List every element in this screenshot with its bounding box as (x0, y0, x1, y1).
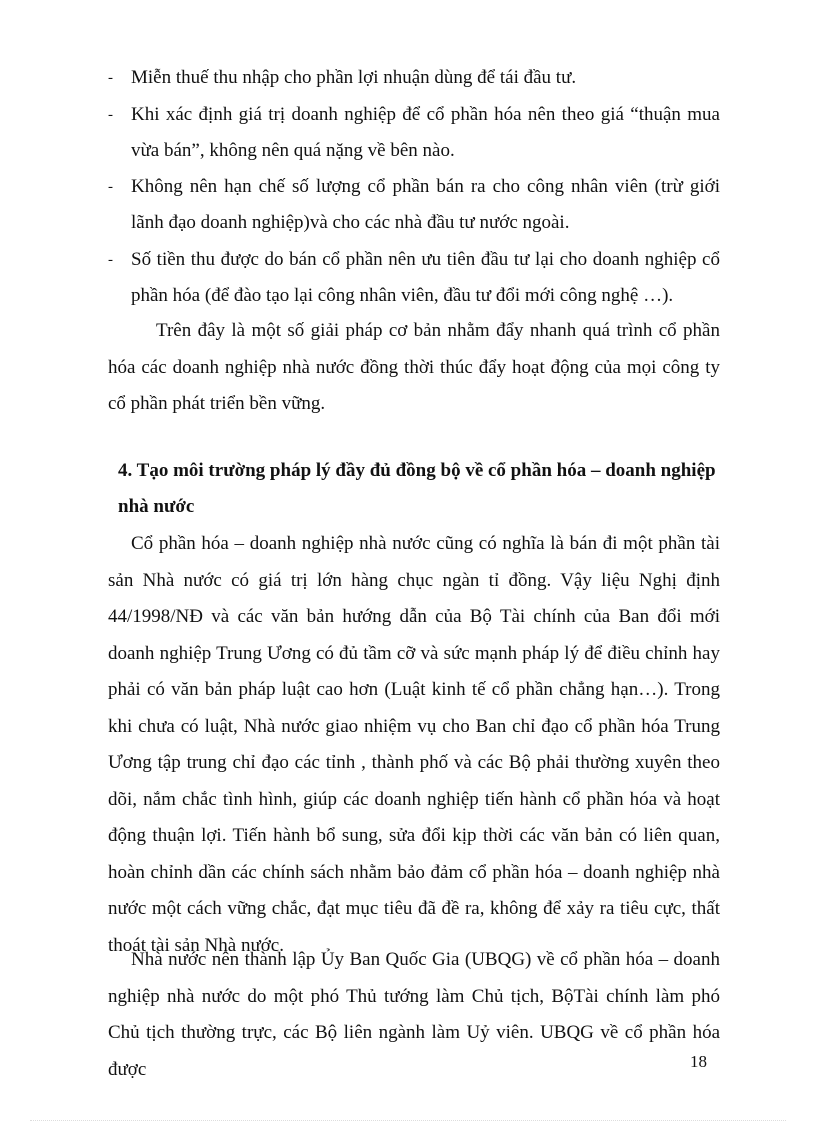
bullet-text: Khi xác định giá trị doanh nghiệp để cổ phần hóa nên theo giá “thuận mua vừa bán”, không nên quá nặng về bên nào. (131, 104, 720, 161)
bullet-dash: - (108, 107, 113, 123)
bullet-dash: - (108, 179, 113, 195)
bullet-text: Không nên hạn chế số lượng cổ phần bán ra cho công nhân viên (trừ giới lãnh đạo doanh nghiệp)và cho các nhà đầu tư nước ngoài. (131, 176, 720, 233)
bullet-dash: - (108, 252, 113, 268)
page-number: 18 (690, 1052, 707, 1071)
body-paragraph-1: Cổ phần hóa – doanh nghiệp nhà nước cũng có nghĩa là bán đi một phần tài sản Nhà nước có giá trị lớn hàng chục ngàn tỉ đồng. Vậy liệu Nghị định 44/1998/NĐ và các văn bản hướng dẫn của Bộ Tài chính của Ban đổi mới doanh nghiệp Trung Ương có đủ tầm cỡ và sức mạnh pháp lý để điều chỉnh hay phải có văn bản pháp luật cao hơn (Luật kinh tế cổ phần chẳng hạn…). Trong khi chưa có luật, Nhà nước giao nhiệm vụ cho Ban chỉ đạo cổ phần hóa Trung Ương tập trung chỉ đạo các tỉnh , thành phố và các Bộ phải thường xuyên theo dõi, nắm chắc tình hình, giúp các doanh nghiệp tiến hành cổ phần hóa và hoạt động thuận lợi. Tiến hành bổ sung, sửa đổi kịp thời các văn bản có liên quan, hoàn chỉnh dần các chính sách nhằm bảo đảm cổ phần hóa – doanh nghiệp nhà nước một cách vững chắc, đạt mục tiêu đã đề ra, không để xảy ra tiêu cực, thất thoát tài sản Nhà nước. (108, 533, 720, 956)
page-bottom-divider (30, 1120, 786, 1121)
section-heading: 4. Tạo môi trường pháp lý đầy đủ đồng bộ về cổ phần hóa – doanh nghiệp nhà nước (118, 460, 716, 517)
bullet-item (108, 60, 720, 96)
bullet-item (108, 242, 720, 314)
bullet-dash: - (108, 70, 113, 86)
bullet-item (108, 97, 720, 169)
bullet-item (108, 169, 720, 241)
bullet-text: Số tiền thu được do bán cổ phần nên ưu tiên đầu tư lại cho doanh nghiệp cổ phần hóa (để đào tạo lại công nhân viên, đầu tư đổi mới công nghệ …). (131, 249, 720, 306)
bullet-text: Miễn thuế thu nhập cho phần lợi nhuận dùng để tái đầu tư. (131, 67, 577, 88)
body-paragraph-2: Nhà nước nên thành lập Ủy Ban Quốc Gia (UBQG) về cổ phần hóa – doanh nghiệp nhà nước do một phó Thủ tướng làm Chủ tịch, BộTài chính làm phó Chủ tịch thường trực, các Bộ liên ngành làm Uỷ viên. UBQG về cổ phần hóa được (108, 949, 720, 1080)
conclusion-paragraph: Trên đây là một số giải pháp cơ bản nhằm đẩy nhanh quá trình cổ phần hóa các doanh nghiệp nhà nước đồng thời thúc đẩy hoạt động của mọi công ty cổ phần phát triển bền vững. (108, 320, 720, 414)
